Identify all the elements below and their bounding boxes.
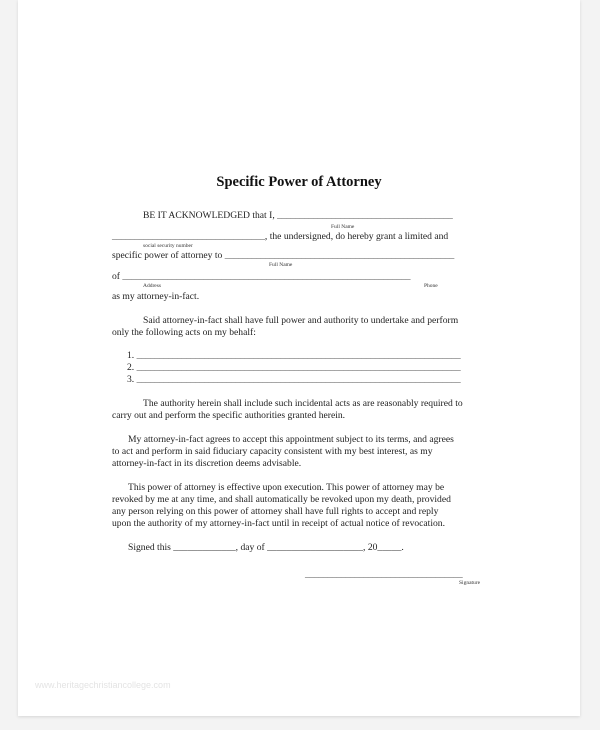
address-phone-blank[interactable]: ________________________________________________________________: [122, 271, 411, 282]
intro-line-4: [112, 271, 410, 283]
para4-line-3: any person relying on this power of attorney shall have full rights to accept and reply: [112, 506, 439, 517]
act-item-1: [127, 350, 460, 362]
specific-power-text: specific power of attorney to: [112, 250, 223, 261]
phone-caption: Phone: [424, 283, 438, 289]
full-name-caption-2: Full Name: [269, 262, 293, 268]
intro-line-3: [112, 250, 454, 262]
attorney-in-fact-line: as my attorney-in-fact.: [112, 291, 200, 302]
act-item-2: [127, 362, 460, 374]
acknowledged-text: BE IT ACKNOWLEDGED that I,: [143, 210, 275, 221]
para1-line-1: Said attorney-in-fact shall have full power and authority to undertake and perform: [143, 315, 459, 326]
intro-line-2: [112, 231, 448, 243]
document-title: Specific Power of Attorney: [216, 174, 382, 190]
act-item-3: [127, 374, 460, 386]
grant-text: , the undersigned, do hereby grant a limited and: [264, 231, 449, 242]
para3-line-2: to act and perform in said fiduciary capacity consistent with my best interest, as my: [112, 446, 433, 457]
intro-line-1: [143, 210, 453, 222]
of-text: of: [112, 271, 120, 282]
para4-line-1: This power of attorney is effective upon execution. This power of attorney may be: [128, 482, 445, 493]
para2-line-2: carry out and perform the specific authorities granted herein.: [112, 410, 346, 421]
address-caption: Address: [143, 283, 162, 289]
para4-line-2: revoked by me at any time, and shall automatically be revoked upon my death, provided: [112, 494, 451, 505]
act-number: 1.: [127, 350, 135, 361]
para3-line-1: My attorney-in-fact agrees to accept this appointment subject to its terms, and agrees: [128, 434, 454, 445]
para3-line-3: attorney-in-fact in its discretion deems advisable.: [112, 458, 302, 469]
ssn-blank[interactable]: __________________________________: [112, 231, 265, 242]
para4-line-4: upon the authority of my attorney-in-fact until in receipt of actual notice of revocation.: [112, 518, 445, 529]
signed-date-line[interactable]: Signed this _____________, day of ____________________, 20_____.: [128, 542, 404, 553]
act-number: 2.: [127, 362, 135, 373]
watermark-text: www.heritagechristiancollege.com: [35, 680, 171, 690]
signature-caption: Signature: [459, 580, 481, 586]
document-page: [18, 0, 580, 716]
para1-line-2: only the following acts on my behalf:: [112, 327, 256, 338]
act-blank-1[interactable]: ________________________________________________________________________: [136, 350, 461, 361]
act-number: 3.: [127, 374, 135, 385]
para2-line-1: The authority herein shall include such incidental acts as are reasonably required to: [143, 398, 463, 409]
act-blank-2[interactable]: ________________________________________________________________________: [136, 362, 461, 373]
attorney-name-blank[interactable]: ___________________________________________________: [224, 250, 455, 261]
signature-blank[interactable]: ___________________________________: [305, 569, 463, 580]
ssn-caption: social security number: [143, 243, 193, 249]
full-name-caption: Full Name: [331, 224, 355, 230]
act-blank-3[interactable]: ________________________________________________________________________: [136, 374, 461, 385]
full-name-blank[interactable]: _______________________________________: [277, 210, 453, 221]
